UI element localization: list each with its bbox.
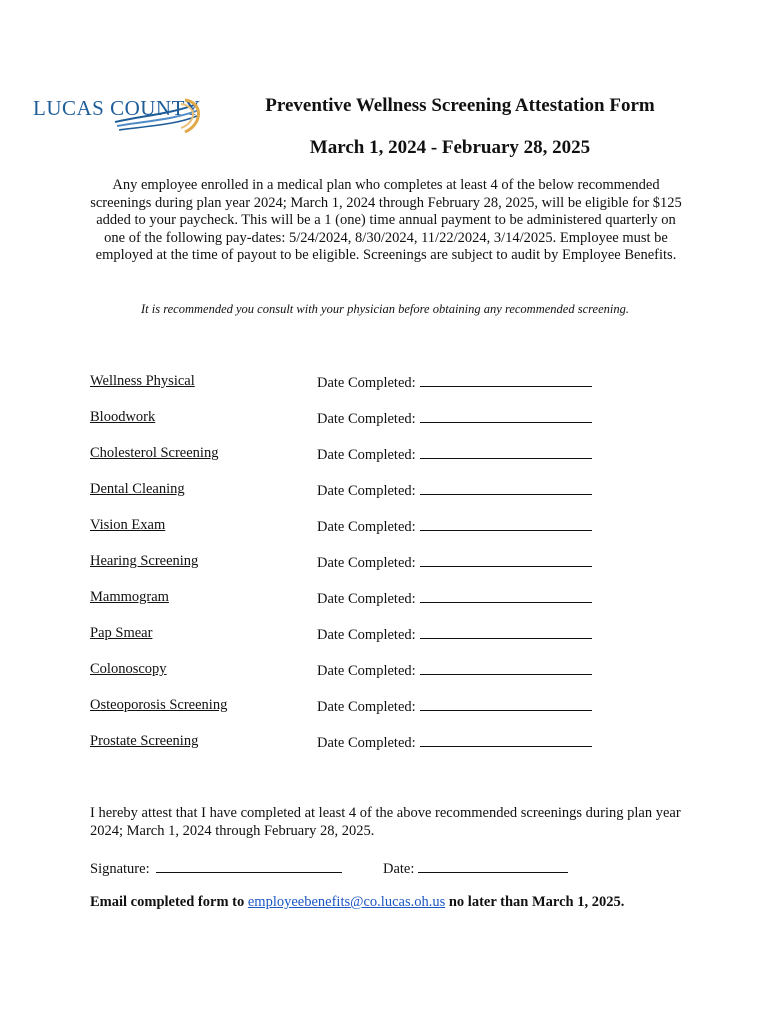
screening-row [90,697,650,733]
date-completed-field[interactable] [420,517,592,531]
date-completed-field[interactable] [420,445,592,459]
signature-row [90,859,415,878]
logo-swoosh-icon [111,94,203,138]
date-completed-group [317,481,592,500]
screening-name: Cholesterol Screening [90,445,219,461]
date-completed-field[interactable] [420,733,592,747]
screening-name: Pap Smear [90,625,153,641]
date-completed-field[interactable] [420,481,592,495]
email-instruction [90,894,624,911]
screening-row [90,661,650,697]
signature-date-label: Date: [383,861,415,877]
screening-row [90,373,650,409]
form-title: Preventive Wellness Screening Attestation Form [265,95,655,116]
date-completed-label: Date Completed: [317,519,416,535]
date-completed-field[interactable] [420,661,592,675]
screening-row [90,409,650,445]
logo-text: LUCAS COUNTY [33,96,201,120]
date-completed-group [317,697,592,716]
screening-row [90,625,650,661]
signature-date-group [383,859,568,878]
signature-field[interactable] [156,859,342,873]
date-completed-label: Date Completed: [317,555,416,571]
screening-name: Prostate Screening [90,733,199,749]
screening-name: Wellness Physical [90,373,195,389]
date-completed-group [317,733,592,752]
physician-note: It is recommended you consult with your physician before obtaining any recommended screening. [141,302,629,316]
date-completed-field[interactable] [420,409,592,423]
date-completed-group [317,625,592,644]
date-completed-label: Date Completed: [317,627,416,643]
date-completed-label: Date Completed: [317,411,416,427]
screening-row [90,481,650,517]
signature-label: Signature: [90,861,150,877]
date-completed-label: Date Completed: [317,447,416,463]
screening-name: Colonoscopy [90,661,167,677]
date-completed-label: Date Completed: [317,483,416,499]
date-completed-group [317,409,592,428]
screening-row [90,553,650,589]
date-completed-label: Date Completed: [317,699,416,715]
screening-row [90,517,650,553]
screening-row [90,733,650,769]
intro-paragraph: Any employee enrolled in a medical plan who completes at least 4 of the below recommended screenings during plan year 2024; March 1, 2024 through February 28, 2025, will be eligible for $125 added to your paycheck. This will be a 1 (one) time annual payment to be administered quarterly on one of the following pay-dates: 5/24/2024, 8/30/2024, 11/22/2024, 3/14/2025. Employee must be employed at the time of payout to be eligible. Screenings are subject to audit by Employee Benefits. [90,177,682,264]
date-completed-field[interactable] [420,373,592,387]
email-suffix: no later than March 1, 2025. [445,894,625,910]
screening-name: Mammogram [90,589,169,605]
date-completed-group [317,445,592,464]
date-completed-label: Date Completed: [317,591,416,607]
lucas-county-logo [33,94,203,138]
date-completed-group [317,661,592,680]
date-completed-label: Date Completed: [317,735,416,751]
screening-row [90,445,650,481]
form-subtitle: March 1, 2024 - February 28, 2025 [309,137,591,158]
screening-name: Vision Exam [90,517,166,533]
date-completed-field[interactable] [420,625,592,639]
date-completed-group [317,517,592,536]
screening-name: Bloodwork [90,409,156,425]
date-completed-label: Date Completed: [317,663,416,679]
screening-list [90,373,650,769]
email-link[interactable]: employeebenefits@co.lucas.oh.us [247,894,446,910]
date-completed-label: Date Completed: [317,375,416,391]
date-completed-group [317,589,592,608]
email-prefix: Email completed form to [90,894,248,910]
date-completed-group [317,373,592,392]
date-completed-field[interactable] [420,589,592,603]
date-completed-field[interactable] [420,697,592,711]
attestation-paragraph: I hereby attest that I have completed at least 4 of the above recommended screenings during plan year 2024; March 1, 2024 through February 28, 2025. [90,805,681,839]
signature-date-field[interactable] [418,859,568,873]
screening-name: Hearing Screening [90,553,199,569]
screening-name: Osteoporosis Screening [90,697,228,713]
screening-row [90,589,650,625]
date-completed-field[interactable] [420,553,592,567]
screening-name: Dental Cleaning [90,481,185,497]
date-completed-group [317,553,592,572]
